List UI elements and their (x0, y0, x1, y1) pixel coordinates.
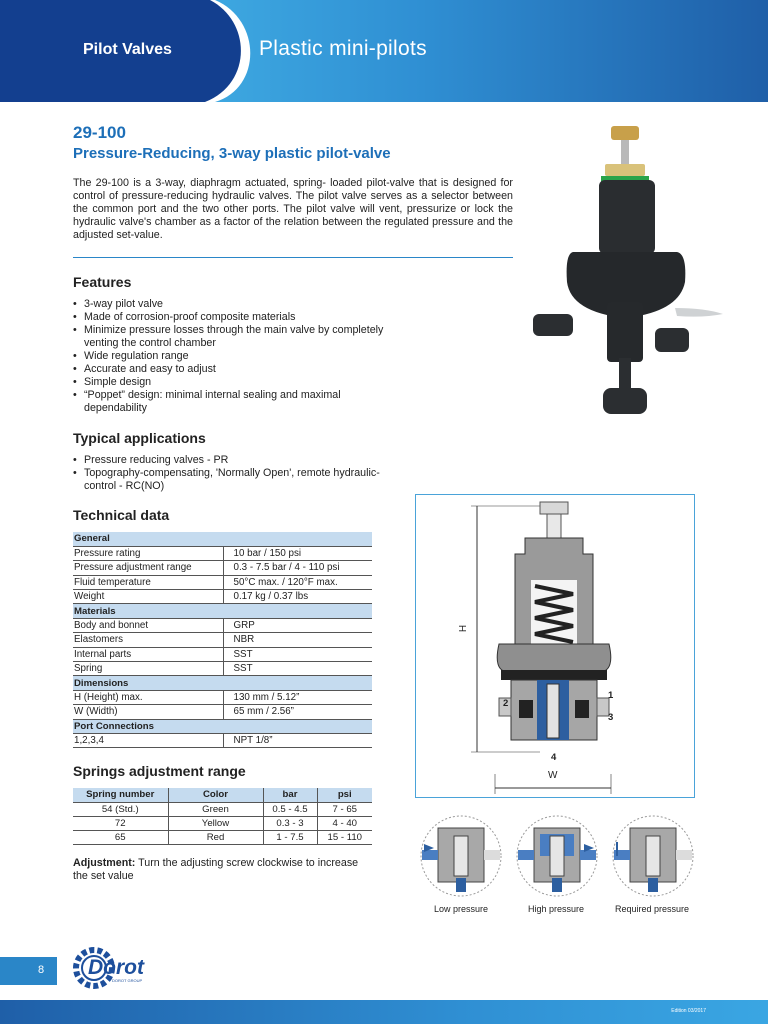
table-row (73, 546, 372, 560)
table-cell: 65 (73, 830, 168, 844)
table-cell: 4 - 40 (317, 816, 372, 830)
table-row (73, 816, 372, 830)
intro-paragraph: The 29-100 is a 3-way, diaphragm actuated, spring- loaded pilot-valve that is designed for control of pressure-reducing hydraulic valves. The pilot valve serves as a selector between the common port and the two other ports. The pilot valve will vent, pressurize or lock the hydraulic valve's chamber as a factor of the relation between the regulated pressure and the adjusted set-value. (73, 177, 513, 241)
page-footer (0, 1000, 768, 1024)
row-value: NBR (223, 633, 372, 647)
section-label: Pilot Valves (83, 41, 172, 58)
table-row (73, 633, 372, 647)
table-row (73, 618, 372, 632)
state-label-high: High pressure (527, 904, 585, 914)
callout-port-2: 2 (503, 698, 509, 709)
table-group-row (73, 719, 372, 733)
row-value: SST (223, 662, 372, 676)
table-row (73, 802, 372, 816)
column-header: Color (168, 788, 263, 802)
product-code: 29-100 (73, 123, 126, 142)
table-cell: 7 - 65 (317, 802, 372, 816)
state-label-required: Required pressure (614, 904, 690, 914)
state-required-pressure-diagram (608, 814, 698, 898)
dimension-h-label: H (458, 624, 470, 633)
row-label: Internal parts (73, 647, 223, 661)
row-value: 50°C max. / 120°F max. (223, 575, 372, 589)
row-value: 0.17 kg / 0.37 lbs (223, 590, 372, 604)
table-row (73, 575, 372, 589)
technical-table (73, 532, 372, 748)
list-item: • 3-way pilot valve (73, 298, 393, 311)
edition-label: Edition 03/2017 (671, 1008, 706, 1014)
row-value: NPT 1/8” (223, 733, 372, 747)
list-item: • Wide regulation range (73, 350, 393, 363)
list-item: • Pressure reducing valves - PR (73, 454, 383, 467)
row-label: H (Height) max. (73, 690, 223, 704)
column-header: Spring number (73, 788, 168, 802)
table-cell: 0.3 - 3 (263, 816, 317, 830)
logo-text: Dorot (88, 956, 144, 979)
table-row (73, 733, 372, 747)
table-cell: 15 - 110 (317, 830, 372, 844)
technical-heading: Technical data (73, 507, 170, 523)
product-subtitle: Pressure-Reducing, 3-way plastic pilot-valve (73, 145, 391, 162)
table-row (73, 705, 372, 719)
table-cell: 72 (73, 816, 168, 830)
header-title: Plastic mini-pilots (259, 37, 427, 60)
group-label: Port Connections (73, 719, 372, 733)
springs-heading: Springs adjustment range (73, 763, 246, 779)
page-header (0, 0, 768, 102)
table-row (73, 690, 372, 704)
springs-table (73, 788, 372, 845)
row-label: Weight (73, 590, 223, 604)
product-photo (525, 122, 725, 422)
row-label: Elastomers (73, 633, 223, 647)
adjustment-note (73, 857, 373, 883)
row-value: 130 mm / 5.12” (223, 690, 372, 704)
table-cell: 0.5 - 4.5 (263, 802, 317, 816)
features-heading: Features (73, 274, 132, 290)
table-cell: Green (168, 802, 263, 816)
column-header: psi (317, 788, 372, 802)
table-header-row (73, 788, 372, 802)
list-item: • Made of corrosion-proof composite materials (73, 311, 393, 324)
table-cell: Red (168, 830, 263, 844)
dorot-logo (72, 944, 162, 994)
page-number: 8 (38, 964, 45, 976)
callout-port-4: 4 (551, 752, 557, 763)
list-item: • Topography-compensating, 'Normally Open', remote hydraulic-control - RC(NO) (73, 467, 383, 493)
row-label: Body and bonnet (73, 618, 223, 632)
table-row (73, 590, 372, 604)
section-divider (73, 257, 513, 258)
row-label: Spring (73, 662, 223, 676)
row-value: 0.3 - 7.5 bar / 4 - 110 psi (223, 561, 372, 575)
group-label: General (73, 532, 372, 546)
gear-icon (72, 944, 162, 994)
dimension-w-label: W (548, 770, 558, 781)
callout-port-3: 3 (608, 712, 614, 723)
table-group-row (73, 532, 372, 546)
row-label: 1,2,3,4 (73, 733, 223, 747)
row-label: Fluid temperature (73, 575, 223, 589)
row-label: W (Width) (73, 705, 223, 719)
table-group-row (73, 604, 372, 618)
list-item: • Minimize pressure losses through the main valve by completely venting the control chamber (73, 324, 393, 350)
list-item: • Simple design (73, 376, 393, 389)
logo-subtext: DOROT GROUP (112, 978, 143, 983)
row-value: GRP (223, 618, 372, 632)
list-item: • Accurate and easy to adjust (73, 363, 393, 376)
group-label: Dimensions (73, 676, 372, 690)
adjustment-text: Turn the adjusting screw clockwise to increase the set value (73, 857, 359, 882)
adjustment-label: Adjustment: (73, 857, 136, 869)
state-high-pressure-diagram (512, 814, 602, 898)
row-label: Pressure rating (73, 546, 223, 560)
table-row (73, 561, 372, 575)
callout-port-1: 1 (608, 690, 614, 701)
applications-list (73, 454, 383, 493)
row-value: SST (223, 647, 372, 661)
table-row (73, 830, 372, 844)
table-row (73, 647, 372, 661)
applications-heading: Typical applications (73, 430, 206, 446)
features-list (73, 298, 393, 415)
table-row (73, 662, 372, 676)
table-cell: 54 (Std.) (73, 802, 168, 816)
table-cell: Yellow (168, 816, 263, 830)
table-cell: 1 - 7.5 (263, 830, 317, 844)
state-low-pressure-diagram (416, 814, 506, 898)
table-group-row (73, 676, 372, 690)
row-value: 65 mm / 2.56” (223, 705, 372, 719)
state-label-low: Low pressure (433, 904, 489, 914)
group-label: Materials (73, 604, 372, 618)
list-item: • “Poppet” design: minimal internal sealing and maximal dependability (73, 389, 393, 415)
row-label: Pressure adjustment range (73, 561, 223, 575)
column-header: bar (263, 788, 317, 802)
row-value: 10 bar / 150 psi (223, 546, 372, 560)
page-number-bar (0, 957, 57, 985)
